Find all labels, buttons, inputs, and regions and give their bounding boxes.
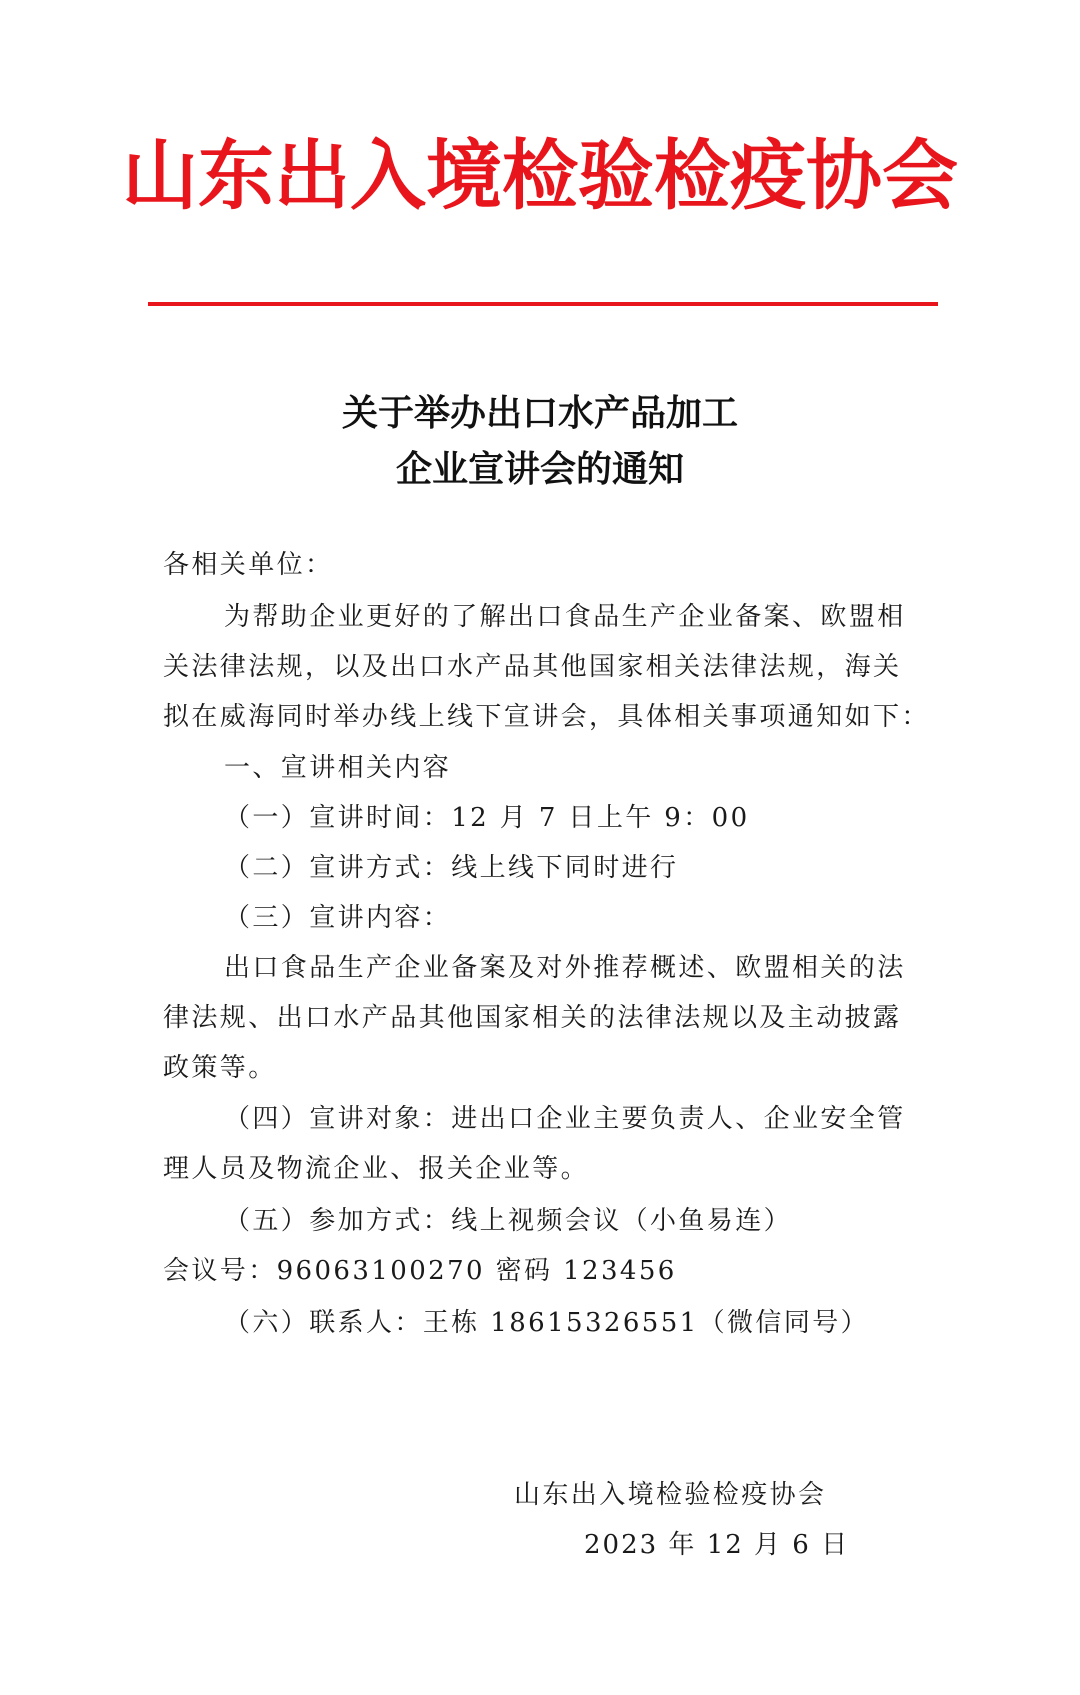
title-line-2: 企业宣讲会的通知: [395, 448, 684, 490]
section-heading-1: 一、宣讲相关内容: [224, 753, 452, 783]
meeting-info: 会议号：96063100270 密码 123456: [163, 1256, 677, 1286]
intro-line-1: 为帮助企业更好的了解出口食品生产企业备案、欧盟相: [224, 602, 906, 632]
title-line-1: 关于举办出口水产品加工: [341, 392, 738, 434]
org-header: 山东出入境检验检疫协会: [122, 131, 958, 220]
item-content-label: （三）宣讲内容：: [224, 903, 452, 933]
signature-date: 2023 年 12 月 6 日: [584, 1530, 850, 1560]
content-line-2: 律法规、出口水产品其他国家相关的法律法规以及主动披露: [163, 1003, 902, 1033]
intro-line-2: 关法律法规，以及出口水产品其他国家相关法律法规，海关: [163, 652, 902, 682]
red-divider-line: [148, 302, 938, 306]
item-audience-line-2: 理人员及物流企业、报关企业等。: [163, 1154, 590, 1184]
item-time: （一）宣讲时间：12 月 7 日上午 9：00: [224, 803, 750, 833]
content-line-3: 政策等。: [163, 1053, 277, 1083]
item-method: （二）宣讲方式：线上线下同时进行: [224, 853, 679, 883]
intro-line-3: 拟在威海同时举办线上线下宣讲会，具体相关事项通知如下：: [163, 702, 930, 732]
document-title: [0, 385, 1080, 497]
content-line-1: 出口食品生产企业备案及对外推荐概述、欧盟相关的法: [224, 953, 906, 983]
item-audience-line-1: （四）宣讲对象：进出口企业主要负责人、企业安全管: [224, 1104, 906, 1134]
signature-org: 山东出入境检验检疫协会: [514, 1480, 827, 1510]
item-contact: （六）联系人：王栋 18615326551（微信同号）: [224, 1308, 870, 1338]
item-participation: （五）参加方式：线上视频会议（小鱼易连）: [224, 1206, 793, 1236]
salutation: 各相关单位：: [163, 550, 334, 580]
